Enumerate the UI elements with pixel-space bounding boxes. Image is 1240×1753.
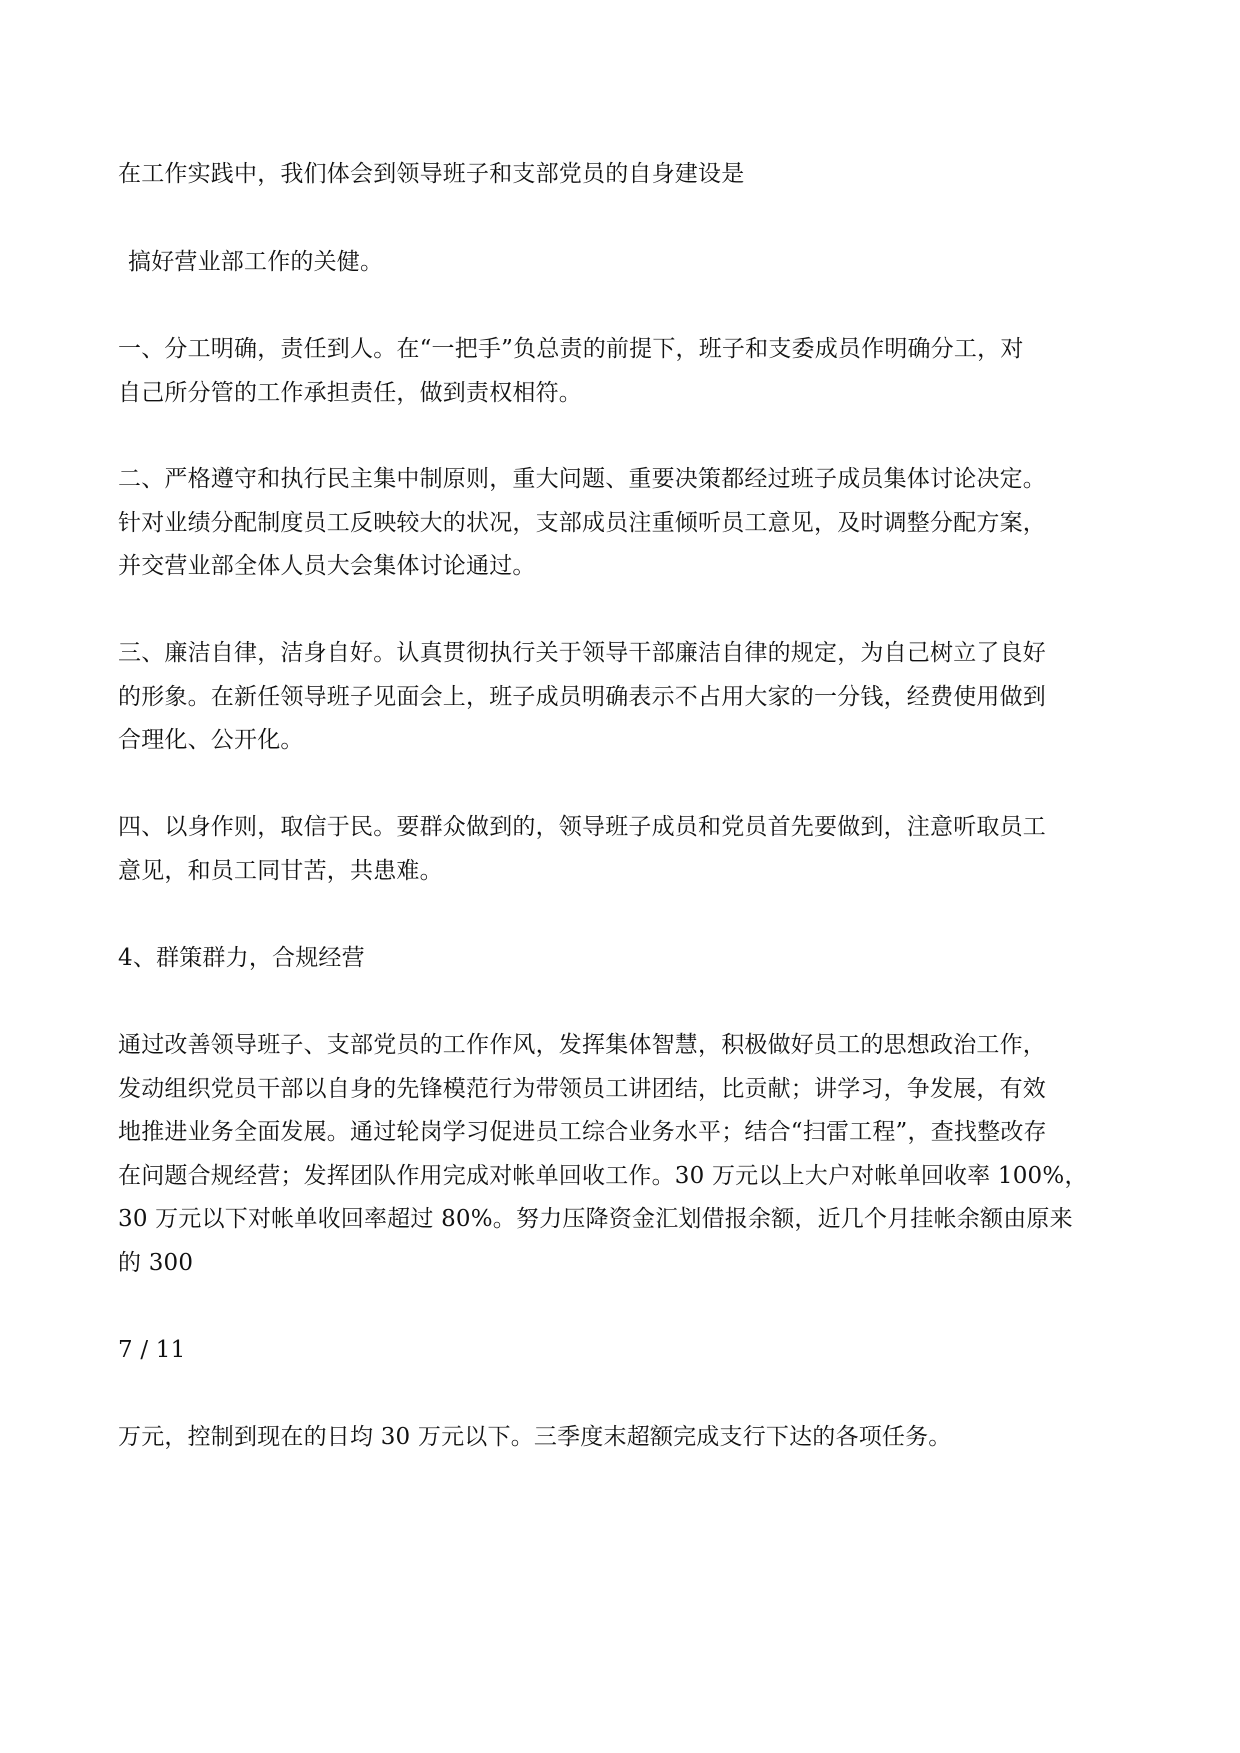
text-line: 的形象。在新任领导班子见面会上，班子成员明确表示不占用大家的一分钱，经费使用做到 (118, 684, 1046, 710)
text-line: 在问题合规经营；发挥团队作用完成对帐单回收工作。30 万元以上大户对帐单回收率 100%， (118, 1163, 1088, 1189)
text-line: 万元，控制到现在的日均 30 万元以下。三季度末超额完成支行下达的各项任务。 (118, 1424, 952, 1450)
text-line: 通过改善领导班子、支部党员的工作作风，发挥集体智慧，积极做好员工的思想政治工作， (118, 1032, 1046, 1058)
text-line: 发动组织党员干部以自身的先锋模范行为带领员工讲团结，比贡献；讲学习，争发展，有效 (118, 1076, 1046, 1102)
text-line: 意见，和员工同甘苦，共患难。 (118, 858, 443, 884)
page-number: 7 / 11 (118, 1337, 186, 1363)
text-line: 的 300 (118, 1250, 194, 1276)
text-line: 二、严格遵守和执行民主集中制原则，重大问题、重要决策都经过班子成员集体讨论决定。 (118, 466, 1046, 492)
text-line: 并交营业部全体人员大会集体讨论通过。 (118, 553, 536, 579)
text-line: 四、以身作则，取信于民。要群众做到的，领导班子成员和党员首先要做到，注意听取员工 (118, 814, 1046, 840)
text-line: 一、分工明确，责任到人。在“一把手”负总责的前提下，班子和支委成员作明确分工，对 (118, 336, 1024, 362)
text-line: 搞好营业部工作的关健。 (128, 249, 384, 275)
text-line: 针对业绩分配制度员工反映较大的状况，支部成员注重倾听员工意见，及时调整分配方案， (118, 510, 1046, 536)
text-line: 合理化、公开化。 (118, 727, 304, 753)
text-line: 30 万元以下对帐单收回率超过 80%。努力压降资金汇划借报余额，近几个月挂帐余额由原来 (118, 1206, 1073, 1232)
text-line: 地推进业务全面发展。通过轮岗学习促进员工综合业务水平；结合“扫雷工程”，查找整改存 (118, 1119, 1047, 1145)
text-line: 自己所分管的工作承担责任，做到责权相符。 (118, 380, 582, 406)
text-line: 在工作实践中，我们体会到领导班子和支部党员的自身建设是 (118, 161, 745, 187)
text-line: 三、廉洁自律，洁身自好。认真贯彻执行关于领导干部廉洁自律的规定，为自己树立了良好 (118, 640, 1046, 666)
section-heading: 4、群策群力，合规经营 (118, 945, 365, 971)
